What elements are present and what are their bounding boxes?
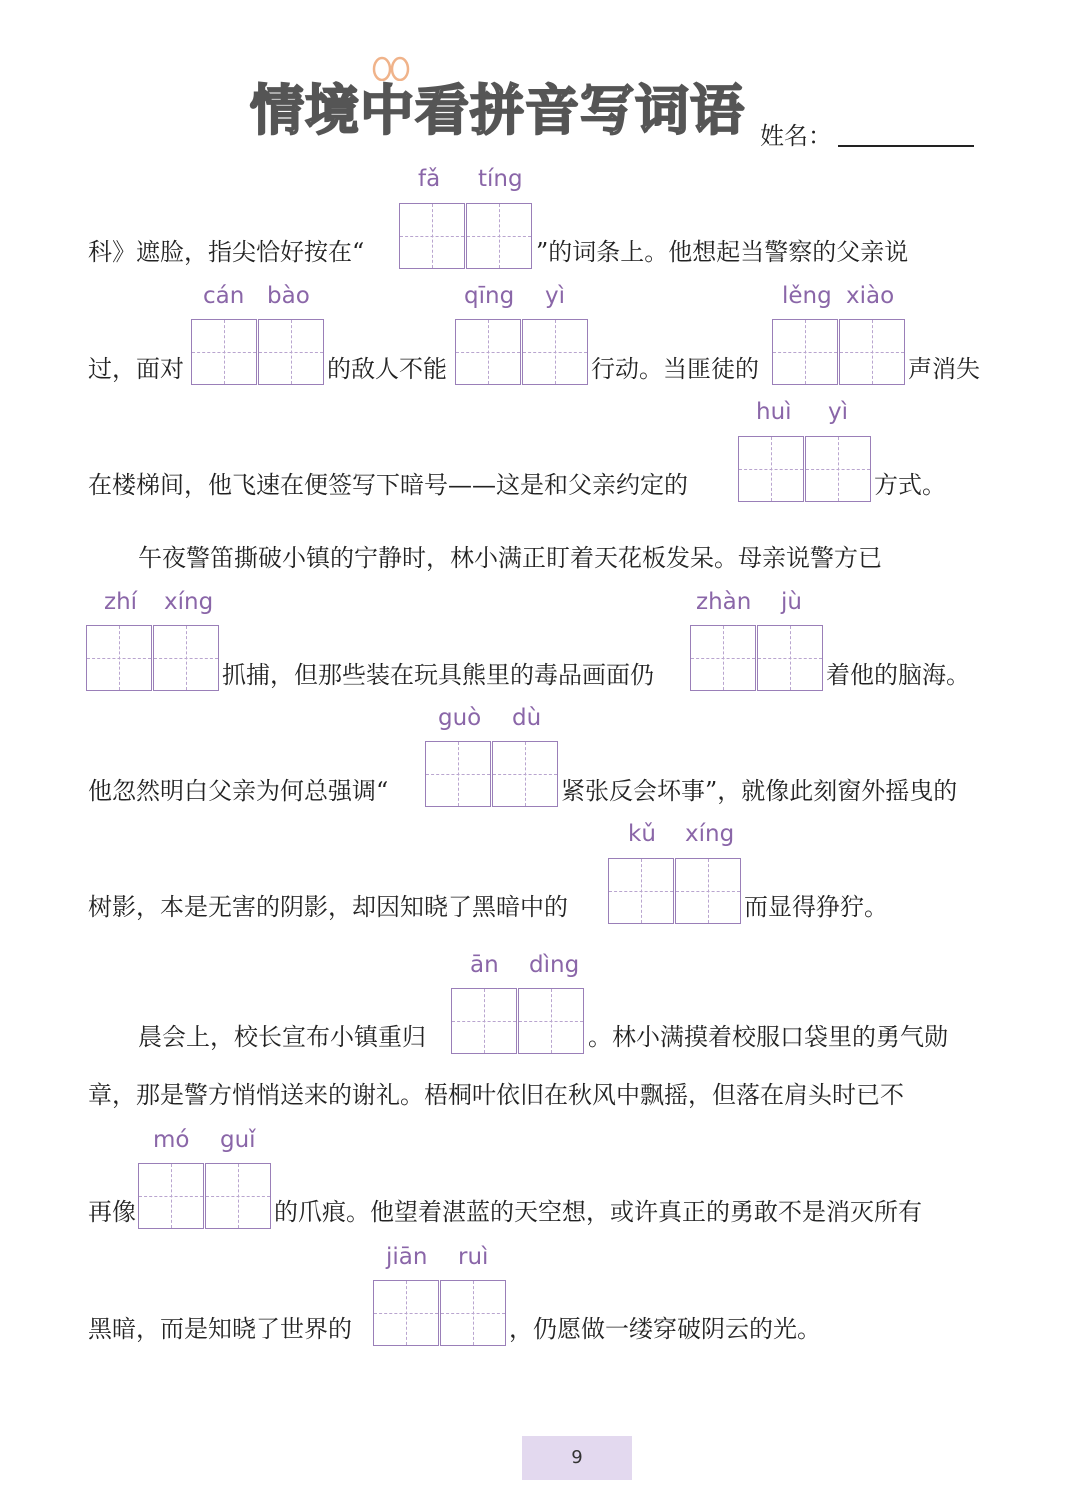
pinyin-label: zhàn <box>696 589 752 615</box>
answer-box[interactable] <box>675 858 741 924</box>
answer-box[interactable] <box>258 319 324 385</box>
pinyin-label: xíng <box>164 589 214 615</box>
pinyin-label: guǐ <box>220 1127 256 1153</box>
answer-box[interactable] <box>425 741 491 807</box>
pinyin-label: fǎ <box>418 166 441 192</box>
page-number: 9 <box>522 1436 632 1480</box>
answer-box[interactable] <box>205 1163 271 1229</box>
answer-box[interactable] <box>757 625 823 691</box>
answer-box[interactable] <box>608 858 674 924</box>
text-line: 紧张反会坏事”，就像此刻窗外摇曳的 <box>561 777 958 805</box>
answer-box[interactable] <box>805 436 871 502</box>
pinyin-label: jiān <box>386 1244 428 1270</box>
pinyin-label: ruì <box>458 1244 489 1270</box>
text-line: 。林小满摸着校服口袋里的勇气勋 <box>588 1023 948 1051</box>
pinyin-label: yì <box>545 283 566 309</box>
pinyin-label: bào <box>267 283 310 309</box>
answer-box[interactable] <box>518 988 584 1054</box>
answer-box[interactable] <box>738 436 804 502</box>
answer-box[interactable] <box>690 625 756 691</box>
name-label: 姓名： <box>760 122 832 150</box>
text-line: 黑暗，而是知晓了世界的 <box>88 1315 352 1343</box>
pinyin-label: lěng <box>782 283 832 309</box>
answer-box[interactable] <box>466 203 532 269</box>
pinyin-label: qīng <box>464 283 515 309</box>
text-line: 科》遮脸，指尖恰好按在“ <box>88 238 365 266</box>
answer-box[interactable] <box>522 319 588 385</box>
answer-box[interactable] <box>451 988 517 1054</box>
answer-box[interactable] <box>399 203 465 269</box>
text-line: 章，那是警方悄悄送来的谢礼。梧桐叶依旧在秋风中飘摇，但落在肩头时已不 <box>88 1081 904 1109</box>
answer-box[interactable] <box>138 1163 204 1229</box>
pinyin-label: tíng <box>478 166 523 192</box>
text-line: 行动。当匪徒的 <box>591 355 759 383</box>
text-line: 晨会上，校长宣布小镇重归 <box>138 1023 426 1051</box>
pinyin-label: xíng <box>685 821 735 847</box>
pinyin-label: huì <box>756 399 792 425</box>
answer-box[interactable] <box>153 625 219 691</box>
name-input-line[interactable] <box>838 145 974 147</box>
answer-box[interactable] <box>191 319 257 385</box>
pinyin-label: dìng <box>529 952 580 978</box>
page-title: 情境中看拼音写词语 <box>250 79 745 142</box>
text-line: 着他的脑海。 <box>826 661 970 689</box>
text-line: 的爪痕。他望着湛蓝的天空想，或许真正的勇敢不是消灭所有 <box>274 1198 922 1226</box>
pinyin-label: cán <box>203 283 245 309</box>
answer-box[interactable] <box>839 319 905 385</box>
answer-box[interactable] <box>772 319 838 385</box>
text-line: 过，面对 <box>88 355 184 383</box>
pinyin-label: dù <box>512 705 542 731</box>
text-line: 在楼梯间，他飞速在便签写下暗号——这是和父亲约定的 <box>88 471 688 499</box>
answer-box[interactable] <box>440 1280 506 1346</box>
text-line: 抓捕，但那些装在玩具熊里的毒品画面仍 <box>222 661 654 689</box>
text-line: 方式。 <box>874 471 946 499</box>
answer-box[interactable] <box>455 319 521 385</box>
pinyin-label: kǔ <box>628 821 656 847</box>
pinyin-label: xiào <box>846 283 895 309</box>
text-line: 他忽然明白父亲为何总强调“ <box>88 777 389 805</box>
answer-box[interactable] <box>373 1280 439 1346</box>
text-line: 而显得狰狞。 <box>744 893 888 921</box>
pinyin-label: ān <box>470 952 499 978</box>
text-line: 午夜警笛撕破小镇的宁静时，林小满正盯着天花板发呆。母亲说警方已 <box>138 544 882 572</box>
text-line: ，仍愿做一缕穿破阴云的光。 <box>509 1315 821 1343</box>
text-line: 树影，本是无害的阴影，却因知晓了黑暗中的 <box>88 893 568 921</box>
text-line: 再像 <box>88 1198 136 1226</box>
pinyin-label: mó <box>153 1127 190 1153</box>
text-line: 声消失 <box>908 355 980 383</box>
pinyin-label: jù <box>781 589 802 615</box>
text-line: 的敌人不能 <box>327 355 447 383</box>
answer-box[interactable] <box>86 625 152 691</box>
pinyin-label: guò <box>438 705 482 731</box>
pinyin-label: yì <box>828 399 849 425</box>
text-line: ”的词条上。他想起当警察的父亲说 <box>536 238 909 266</box>
answer-box[interactable] <box>492 741 558 807</box>
pinyin-label: zhí <box>104 589 138 615</box>
